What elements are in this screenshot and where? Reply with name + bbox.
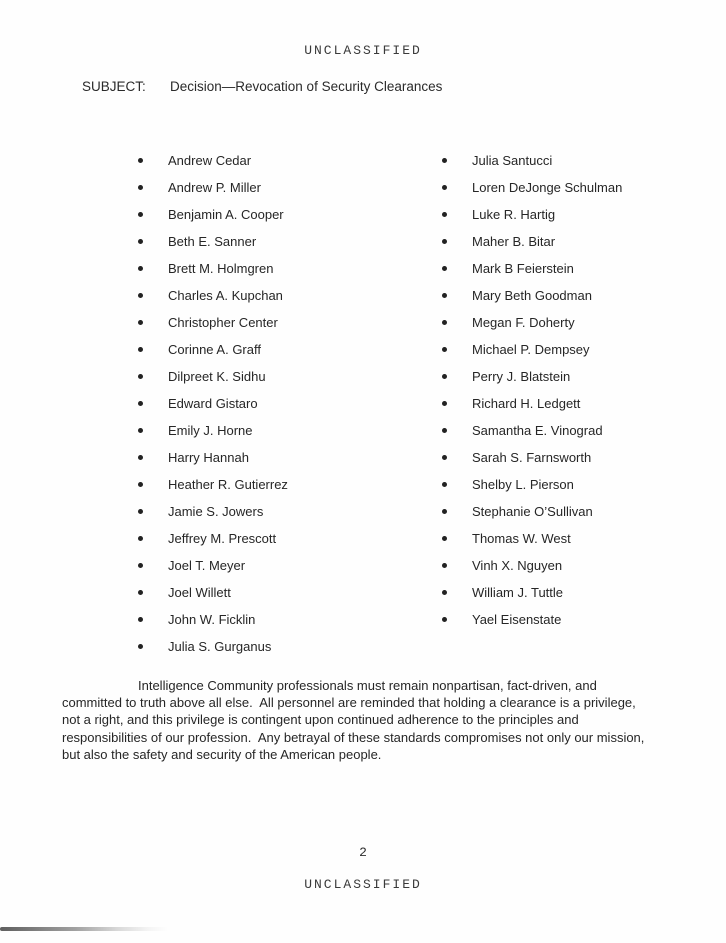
bullet-icon bbox=[138, 239, 143, 244]
bullet-icon bbox=[138, 644, 143, 649]
person-name: Julia S. Gurganus bbox=[168, 639, 272, 654]
bullet-icon bbox=[138, 347, 143, 352]
list-item bbox=[442, 147, 702, 174]
list-item bbox=[442, 417, 702, 444]
bullet-icon bbox=[138, 374, 143, 379]
list-item bbox=[138, 228, 442, 255]
list-item bbox=[442, 309, 702, 336]
person-name: Joel Willett bbox=[168, 585, 231, 600]
person-name: Jeffrey M. Prescott bbox=[168, 531, 277, 546]
person-name: John W. Ficklin bbox=[168, 612, 256, 627]
person-name: Megan F. Doherty bbox=[472, 315, 575, 330]
name-list-right-column bbox=[442, 147, 702, 660]
bullet-icon bbox=[138, 158, 143, 163]
body-paragraph: Intelligence Community professionals must remain nonpartisan, fact-driven, and committed to truth above all else. All personnel are reminded that holding a clearance is a privilege, not a right, and this privilege is contingent upon continued adherence to the principles and responsibilities of our profession. Any betrayal of these standards compromises not only our mission, but also the safety and security of the American people. bbox=[62, 678, 649, 762]
person-name: Corinne A. Graff bbox=[168, 342, 261, 357]
list-item bbox=[442, 444, 702, 471]
person-name: Heather R. Gutierrez bbox=[168, 477, 288, 492]
list-item bbox=[138, 417, 442, 444]
list-item bbox=[138, 147, 442, 174]
bullet-icon bbox=[442, 266, 447, 271]
list-item bbox=[138, 363, 442, 390]
classification-header: UNCLASSIFIED bbox=[304, 43, 422, 58]
person-name: Jamie S. Jowers bbox=[168, 504, 264, 519]
subject-text: Decision—Revocation of Security Clearances bbox=[170, 79, 443, 94]
person-name: Yael Eisenstate bbox=[472, 612, 562, 627]
list-item bbox=[442, 498, 702, 525]
list-item bbox=[138, 444, 442, 471]
bullet-icon bbox=[442, 185, 447, 190]
classification-footer: UNCLASSIFIED bbox=[304, 877, 422, 892]
list-item bbox=[138, 633, 442, 660]
person-name: Stephanie O’Sullivan bbox=[472, 504, 593, 519]
bullet-icon bbox=[138, 428, 143, 433]
person-name: Perry J. Blatstein bbox=[472, 369, 571, 384]
person-name: Emily J. Horne bbox=[168, 423, 253, 438]
list-item bbox=[442, 336, 702, 363]
bullet-icon bbox=[442, 158, 447, 163]
bullet-icon bbox=[442, 455, 447, 460]
bullet-icon bbox=[442, 401, 447, 406]
person-name: Edward Gistaro bbox=[168, 396, 258, 411]
list-item bbox=[138, 579, 442, 606]
bullet-icon bbox=[442, 320, 447, 325]
person-name: Andrew Cedar bbox=[168, 153, 252, 168]
list-item bbox=[442, 363, 702, 390]
bullet-icon bbox=[442, 428, 447, 433]
person-name: Christopher Center bbox=[168, 315, 278, 330]
scan-artifact-line bbox=[0, 927, 168, 931]
name-list-left-column bbox=[138, 147, 442, 660]
person-name: Harry Hannah bbox=[168, 450, 249, 465]
list-item bbox=[138, 606, 442, 633]
person-name: Joel T. Meyer bbox=[168, 558, 246, 573]
bullet-icon bbox=[442, 509, 447, 514]
list-item bbox=[442, 471, 702, 498]
bullet-icon bbox=[138, 212, 143, 217]
bullet-icon bbox=[138, 536, 143, 541]
person-name: Vinh X. Nguyen bbox=[472, 558, 563, 573]
bullet-icon bbox=[442, 212, 447, 217]
bullet-icon bbox=[138, 455, 143, 460]
list-item bbox=[442, 390, 702, 417]
list-item bbox=[442, 606, 702, 633]
list-item bbox=[442, 174, 702, 201]
bullet-icon bbox=[138, 320, 143, 325]
list-item bbox=[442, 255, 702, 282]
list-item bbox=[442, 282, 702, 309]
list-item bbox=[138, 525, 442, 552]
person-name: Andrew P. Miller bbox=[168, 180, 261, 195]
list-item bbox=[442, 525, 702, 552]
person-name: Dilpreet K. Sidhu bbox=[168, 369, 266, 384]
person-name: Beth E. Sanner bbox=[168, 234, 257, 249]
bullet-icon bbox=[442, 482, 447, 487]
bullet-icon bbox=[442, 590, 447, 595]
list-item bbox=[138, 174, 442, 201]
bullet-icon bbox=[442, 536, 447, 541]
bullet-icon bbox=[138, 266, 143, 271]
person-name: Richard H. Ledgett bbox=[472, 396, 581, 411]
bullet-icon bbox=[442, 563, 447, 568]
subject-row bbox=[82, 79, 726, 94]
list-item bbox=[442, 552, 702, 579]
bullet-icon bbox=[138, 563, 143, 568]
person-name: Charles A. Kupchan bbox=[168, 288, 283, 303]
person-name: Mark B Feierstein bbox=[472, 261, 574, 276]
page-number: 2 bbox=[359, 845, 367, 860]
name-list bbox=[138, 147, 726, 660]
person-name: Julia Santucci bbox=[472, 153, 553, 168]
bullet-icon bbox=[442, 617, 447, 622]
bullet-icon bbox=[138, 185, 143, 190]
person-name: Luke R. Hartig bbox=[472, 207, 556, 222]
bullet-icon bbox=[442, 347, 447, 352]
list-item bbox=[138, 471, 442, 498]
bullet-icon bbox=[138, 617, 143, 622]
person-name: Benjamin A. Cooper bbox=[168, 207, 284, 222]
person-name: Mary Beth Goodman bbox=[472, 288, 592, 303]
bullet-icon bbox=[138, 401, 143, 406]
person-name: William J. Tuttle bbox=[472, 585, 564, 600]
person-name: Shelby L. Pierson bbox=[472, 477, 574, 492]
list-item bbox=[138, 336, 442, 363]
bullet-icon bbox=[442, 374, 447, 379]
bullet-icon bbox=[138, 482, 143, 487]
bullet-icon bbox=[138, 509, 143, 514]
list-item bbox=[138, 309, 442, 336]
list-item bbox=[138, 498, 442, 525]
list-item bbox=[442, 579, 702, 606]
person-name: Thomas W. West bbox=[472, 531, 571, 546]
list-item bbox=[138, 552, 442, 579]
bullet-icon bbox=[138, 590, 143, 595]
person-name: Michael P. Dempsey bbox=[472, 342, 590, 357]
bullet-icon bbox=[442, 239, 447, 244]
list-item bbox=[442, 201, 702, 228]
subject-label: SUBJECT: bbox=[82, 79, 146, 94]
list-item bbox=[138, 255, 442, 282]
list-item bbox=[138, 390, 442, 417]
list-item bbox=[138, 201, 442, 228]
person-name: Sarah S. Farnsworth bbox=[472, 450, 592, 465]
bullet-icon bbox=[138, 293, 143, 298]
person-name: Loren DeJonge Schulman bbox=[472, 180, 623, 195]
list-item bbox=[138, 282, 442, 309]
person-name: Samantha E. Vinograd bbox=[472, 423, 603, 438]
bullet-icon bbox=[442, 293, 447, 298]
list-item bbox=[442, 228, 702, 255]
person-name: Maher B. Bitar bbox=[472, 234, 556, 249]
person-name: Brett M. Holmgren bbox=[168, 261, 274, 276]
